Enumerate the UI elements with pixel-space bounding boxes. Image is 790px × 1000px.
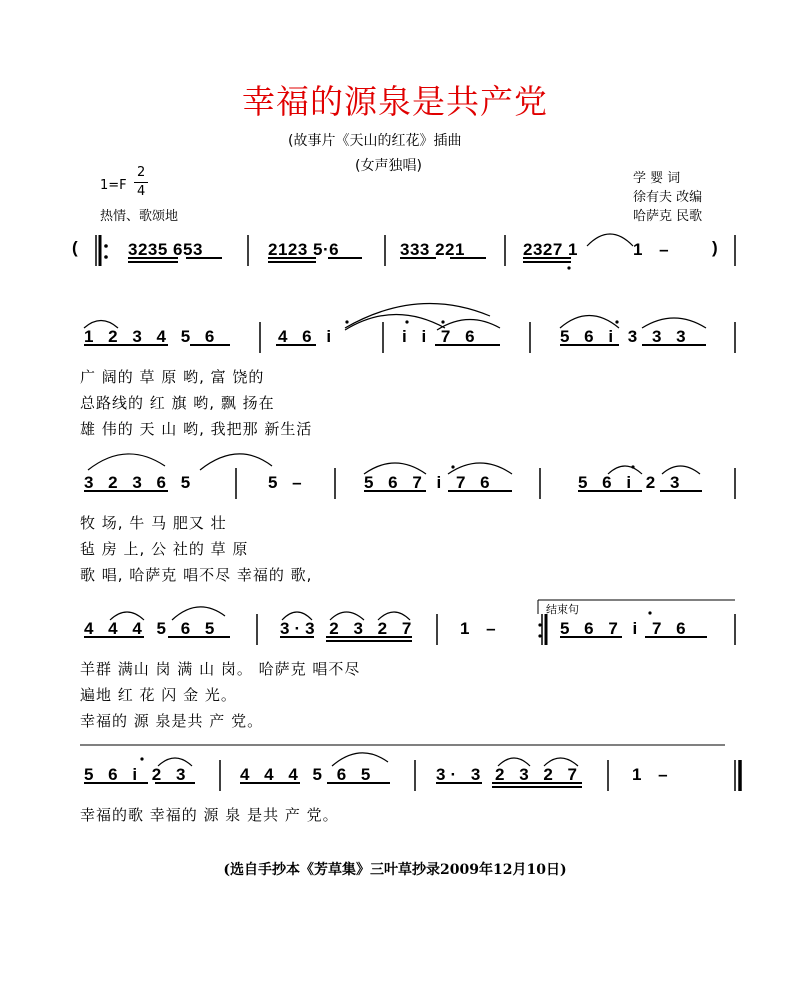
melody-measure: 1 2 3 4 5 6: [84, 327, 220, 346]
performance-note: (女声独唱): [355, 158, 422, 174]
intro-measure: 2123 5·6: [268, 240, 340, 259]
lyric-line: 羊群 满山 岗 满 山 岗。 哈萨克 唱不尽: [80, 660, 361, 678]
lyric-line: 幸福的 源 泉是共 产 党。: [80, 712, 264, 730]
octave-dot: [140, 757, 143, 760]
melody-measure: 4 4 4 5 6 5: [84, 619, 220, 638]
lyric-line: 广 阔的 草 原 哟, 富 饶的: [80, 368, 265, 386]
ending-repeat-dot: [538, 634, 541, 637]
intro-measure: 2327 1: [523, 240, 578, 259]
credit-origin: 哈萨克 民歌: [633, 209, 703, 224]
key-signature: 1=F: [100, 178, 127, 193]
lyric-line: 雄 伟的 天 山 哟, 我把那 新生活: [80, 420, 313, 438]
melody-measure: 1 –: [632, 765, 674, 784]
lyric-line: 毡 房 上, 公 社的 草 原: [80, 540, 249, 558]
slur: [587, 234, 633, 246]
time-signature-top: 2: [137, 165, 146, 180]
melody-measure: 3· 3 2 3 2 7: [436, 765, 583, 784]
octave-dot: [567, 266, 570, 269]
melody-measure: 4 6 i: [278, 327, 337, 346]
melody-measure: 5 6 7 i 7 6: [560, 619, 691, 638]
melody-measure: 5 6 7 i 7 6: [364, 473, 495, 492]
octave-dot: [615, 320, 618, 323]
repeat-dot: [104, 255, 108, 259]
ending-repeat-dot: [538, 623, 541, 626]
ending-label: 结束句: [546, 603, 579, 616]
time-signature-bottom: 4: [137, 184, 146, 199]
song-subtitle: (故事片《天山的红花》插曲: [288, 133, 462, 149]
slur: [88, 454, 165, 470]
tempo-marking: 热情、歌颂地: [100, 209, 179, 224]
lyric-line: 幸福的歌 幸福的 源 泉 是共 产 党。: [80, 806, 339, 824]
octave-dot: [441, 320, 444, 323]
repeat-dot: [104, 244, 108, 248]
intro-measure: 1 –: [633, 240, 675, 259]
melody-measure: i i 7 6: [402, 327, 480, 346]
octave-dot: [648, 611, 651, 614]
lyric-line: 遍地 红 花 闪 金 光。: [80, 686, 237, 704]
lyric-line: 牧 场, 牛 马 肥又 壮: [80, 514, 227, 532]
melody-measure: 5 6 i 2 3: [578, 473, 685, 492]
melody-measure: 1 –: [460, 619, 502, 638]
credit-lyricist: 学 婴 词: [633, 171, 681, 186]
melody-measure: 4 4 4 5 6 5: [240, 765, 376, 784]
intro-open-paren: (: [72, 238, 78, 257]
intro-close-paren: ): [712, 238, 718, 257]
slur: [200, 454, 272, 470]
octave-dot: [345, 320, 348, 323]
song-title: 幸福的源泉是共产党: [242, 82, 548, 121]
credit-arranger: 徐有夫 改编: [633, 190, 703, 205]
melody-measure: 3 2 3 6 5: [84, 473, 196, 492]
lyric-line: 总路线的 红 旗 哟, 飘 扬在: [80, 394, 275, 412]
melody-measure: 5 –: [268, 473, 307, 492]
melody-measure: 5 6 i 3 3 3: [560, 327, 691, 346]
melody-measure: 5 6 i 2 3: [84, 765, 191, 784]
lyric-line: 歌 唱, 哈萨克 唱不尽 幸福的 歌,: [80, 566, 313, 584]
intro-measure: 3235 653: [128, 240, 203, 259]
intro-measure: 333 221: [400, 240, 465, 259]
octave-dot: [451, 465, 454, 468]
source-note: (选自手抄本《芳草集》三叶草抄录2009年12月10日): [223, 862, 567, 878]
melody-measure: 3·3 2 3 2 7: [280, 619, 417, 638]
octave-dot: [405, 320, 408, 323]
slur: [345, 304, 490, 329]
